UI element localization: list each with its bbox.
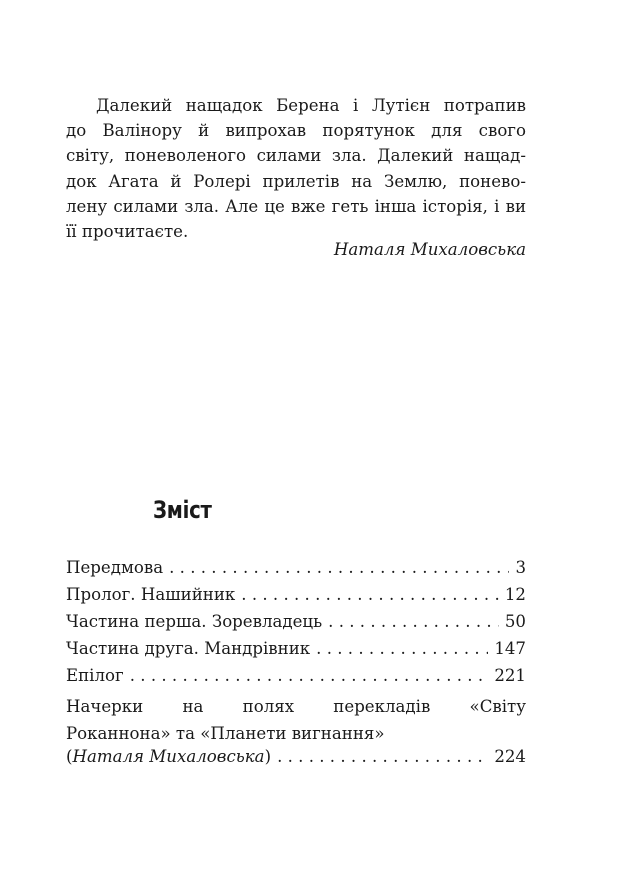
toc-entry-page: 221 — [494, 666, 526, 685]
toc-entry[interactable] — [66, 693, 526, 774]
table-of-contents — [66, 558, 526, 774]
toc-entry[interactable] — [66, 666, 526, 693]
toc-entry-title: Пролог. Нашийник — [66, 585, 236, 604]
toc-entry-page: 50 — [504, 612, 526, 631]
toc-entry-title-line: Начерки на полях перекладів «Світу — [66, 697, 526, 716]
toc-entry-title: Епілог — [66, 666, 124, 685]
preface-paragraph — [66, 93, 526, 244]
leader-dots — [130, 666, 489, 685]
toc-entry-title: Частина перша. Зоревладець — [66, 612, 323, 631]
paragraph-line: світу, поневоленого силами зла. Далекий нащад- — [66, 146, 526, 166]
paragraph-line: Далекий нащадок Берена і Лутієн потрапив — [96, 96, 526, 115]
leader-dots — [277, 747, 488, 766]
paragraph-line: до Валінору й випрохав порятунок для свого — [66, 121, 526, 141]
toc-entry[interactable] — [66, 612, 526, 639]
toc-entry[interactable] — [66, 639, 526, 666]
leader-dots — [316, 639, 488, 658]
paragraph-line: лену силами зла. Але це вже геть інша історія, і ви — [66, 196, 526, 216]
toc-entry-title: Передмова — [66, 558, 164, 577]
toc-entry-author: (Наталя Михаловська) — [66, 747, 272, 766]
toc-entry-page: 147 — [494, 639, 526, 658]
toc-entry-title-line: Роканнона» та «Планети вигнання» — [66, 724, 385, 743]
toc-entry[interactable] — [66, 558, 526, 585]
paragraph-line: її прочитаєте. — [66, 222, 189, 242]
toc-entry-page: 3 — [515, 558, 526, 577]
contents-heading: Зміст — [153, 496, 212, 524]
toc-entry-page: 224 — [494, 747, 526, 766]
leader-dots — [328, 612, 499, 631]
paragraph-line: док Агата й Ролері прилетів на Землю, понево- — [66, 171, 526, 191]
leader-dots — [241, 585, 499, 604]
toc-entry-title: Частина друга. Мандрівник — [66, 639, 311, 658]
toc-entry-page: 12 — [504, 585, 526, 604]
toc-entry[interactable] — [66, 585, 526, 612]
toc-entry-last-line — [66, 747, 526, 774]
leader-dots — [169, 558, 509, 577]
signature: Наталя Михаловська — [333, 240, 526, 259]
